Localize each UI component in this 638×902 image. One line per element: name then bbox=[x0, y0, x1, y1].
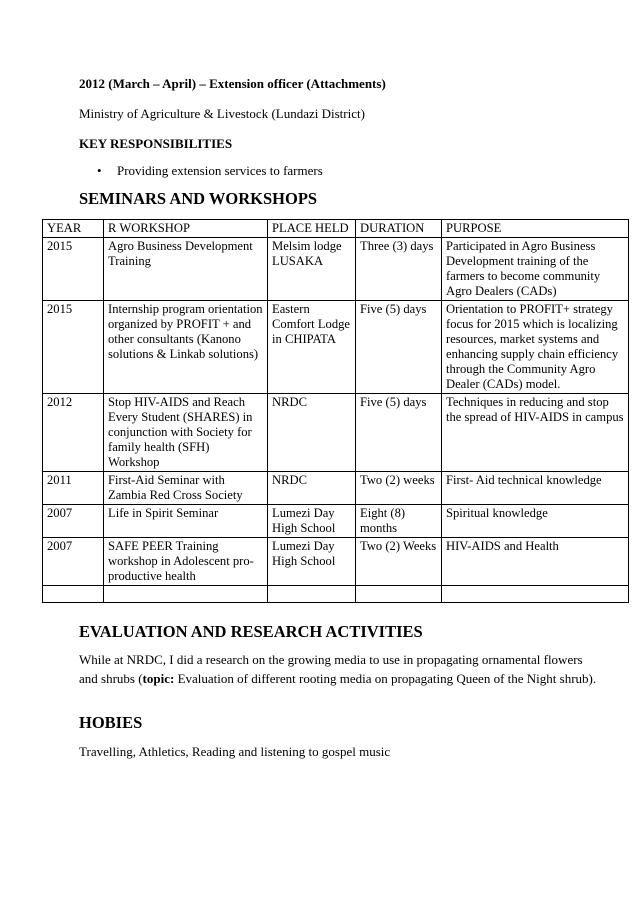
table-header-row bbox=[43, 220, 629, 238]
cell-purpose: First- Aid technical knowledge bbox=[442, 472, 629, 505]
cell-workshop: Stop HIV-AIDS and Reach Every Student (SHARES) in conjunction with Society for family health (SFH) Workshop bbox=[104, 394, 268, 472]
cell-place: Melsim lodge LUSAKA bbox=[268, 238, 356, 301]
cell-year: 2012 bbox=[43, 394, 104, 472]
table-row bbox=[43, 505, 629, 538]
attachment-heading: 2012 (March – April) – Extension officer (Attachments) bbox=[79, 76, 386, 91]
cell-workshop: First-Aid Seminar with Zambia Red Cross Society bbox=[104, 472, 268, 505]
cell-purpose: HIV-AIDS and Health bbox=[442, 538, 629, 586]
table-row bbox=[43, 301, 629, 394]
cell-duration: Eight (8) months bbox=[356, 505, 442, 538]
cell-duration bbox=[356, 586, 442, 603]
cell-workshop: Internship program orientation organized by PROFIT + and other consultants (Kanono solutions & Linkab solutions) bbox=[104, 301, 268, 394]
table-row bbox=[43, 538, 629, 586]
cell-year: 2007 bbox=[43, 505, 104, 538]
topic-label: topic: bbox=[142, 670, 175, 686]
attachment-organization: Ministry of Agriculture & Livestock (Lundazi District) bbox=[79, 106, 365, 121]
responsibilities-label: KEY RESPONSIBILITIES bbox=[79, 136, 233, 151]
bullet-icon: • bbox=[97, 163, 102, 178]
header-workshop: R WORKSHOP bbox=[104, 220, 268, 238]
cell-purpose: Spiritual knowledge bbox=[442, 505, 629, 538]
responsibility-item bbox=[97, 163, 323, 179]
seminars-table bbox=[42, 219, 629, 603]
cell-year: 2015 bbox=[43, 238, 104, 301]
cell-place: Lumezi Day High School bbox=[268, 538, 356, 586]
cell-purpose bbox=[442, 586, 629, 603]
cell-year bbox=[43, 586, 104, 603]
evaluation-paragraph bbox=[79, 651, 599, 688]
cell-workshop: Agro Business Development Training bbox=[104, 238, 268, 301]
seminars-title: SEMINARS AND WORKSHOPS bbox=[79, 189, 318, 208]
cell-duration: Two (2) weeks bbox=[356, 472, 442, 505]
cell-duration: Two (2) Weeks bbox=[356, 538, 442, 586]
evaluation-text-after: Evaluation of different rooting media on propagating Queen of the Night shrub). bbox=[174, 670, 597, 686]
cell-duration: Five (5) days bbox=[356, 301, 442, 394]
cell-purpose: Participated in Agro Business Development training of the farmers to become community Agro Dealers (CADs) bbox=[442, 238, 629, 301]
hobbies-title: HOBIES bbox=[79, 713, 143, 732]
header-duration: DURATION bbox=[356, 220, 442, 238]
cell-year: 2007 bbox=[43, 538, 104, 586]
responsibility-text: Providing extension services to farmers bbox=[117, 163, 323, 178]
cell-purpose: Orientation to PROFIT+ strategy focus for 2015 which is localizing resources, market systems and enhancing supply chain efficiency through the Community Agro Dealer (CADs) model. bbox=[442, 301, 629, 394]
table-row bbox=[43, 472, 629, 505]
cell-duration: Three (3) days bbox=[356, 238, 442, 301]
header-purpose: PURPOSE bbox=[442, 220, 629, 238]
table-row-empty bbox=[43, 586, 629, 603]
cell-year: 2015 bbox=[43, 301, 104, 394]
cell-workshop: SAFE PEER Training workshop in Adolescent pro-productive health bbox=[104, 538, 268, 586]
cell-workshop bbox=[104, 586, 268, 603]
cell-place bbox=[268, 586, 356, 603]
cell-place: NRDC bbox=[268, 394, 356, 472]
cell-place: Lumezi Day High School bbox=[268, 505, 356, 538]
cell-place: NRDC bbox=[268, 472, 356, 505]
hobbies-text: Travelling, Athletics, Reading and listening to gospel music bbox=[79, 744, 391, 759]
cell-year: 2011 bbox=[43, 472, 104, 505]
evaluation-text-before: While at NRDC, I did a research on the growing media to use in propagating ornamental flowers and shrubs ( bbox=[79, 652, 583, 686]
cell-purpose: Techniques in reducing and stop the spread of HIV-AIDS in campus bbox=[442, 394, 629, 472]
header-place: PLACE HELD bbox=[268, 220, 356, 238]
cell-place: Eastern Comfort Lodge in CHIPATA bbox=[268, 301, 356, 394]
cell-duration: Five (5) days bbox=[356, 394, 442, 472]
table-row bbox=[43, 238, 629, 301]
table-row bbox=[43, 394, 629, 472]
cell-workshop: Life in Spirit Seminar bbox=[104, 505, 268, 538]
evaluation-title: EVALUATION AND RESEARCH ACTIVITIES bbox=[79, 622, 423, 641]
header-year: YEAR bbox=[43, 220, 104, 238]
